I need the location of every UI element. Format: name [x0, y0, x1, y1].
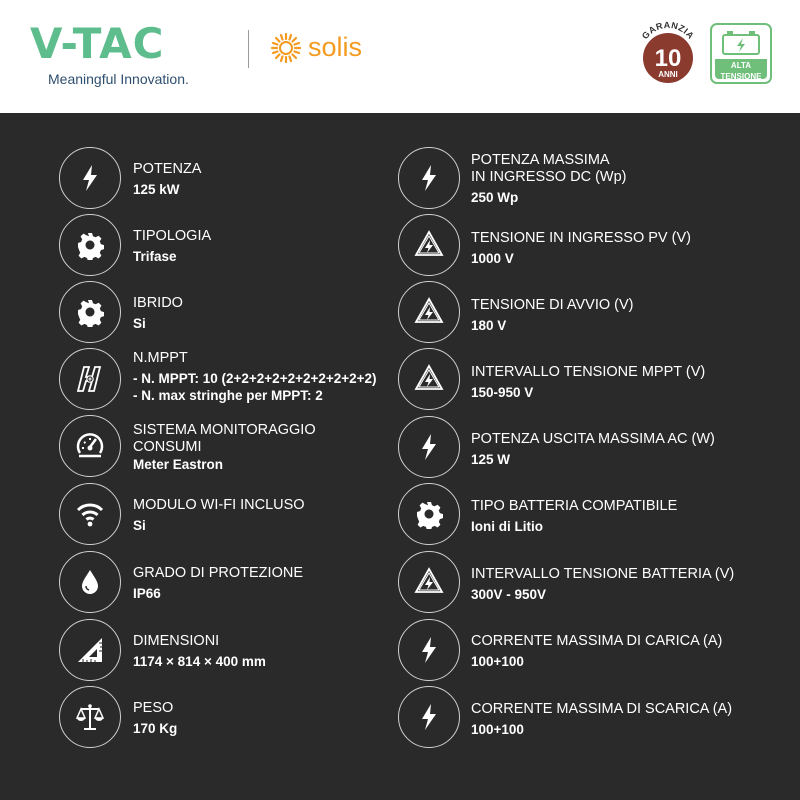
spec-label-2: CONSUMI — [133, 439, 202, 455]
wifi-icon — [75, 499, 105, 529]
sun-icon — [270, 32, 302, 64]
spec-text-corrente-scarica — [471, 701, 732, 738]
lightning-icon — [414, 635, 444, 665]
spec-value: 100+100 — [471, 722, 524, 737]
alta-line1: ALTA — [730, 61, 752, 70]
lightning-icon — [414, 432, 444, 462]
high-voltage-icon — [414, 297, 444, 327]
brand-name: V-TAC — [30, 19, 165, 68]
spec-value: 300V - 950V — [471, 587, 547, 602]
gear-icon — [75, 297, 105, 327]
spec-value: IP66 — [133, 586, 161, 601]
spec-label: POTENZA — [133, 161, 202, 177]
spec-text-ibrido — [133, 295, 183, 332]
spec-text-potenza — [133, 161, 201, 198]
lightning-icon — [414, 163, 444, 193]
icon-circle — [398, 483, 460, 545]
spec-text-monitoraggio — [133, 422, 316, 473]
spec-label: DIMENSIONI — [133, 633, 220, 649]
scale-icon — [75, 702, 105, 732]
spec-text-tensione-batteria — [471, 566, 734, 603]
lightning-icon — [414, 702, 444, 732]
spec-text-mppt — [133, 350, 377, 404]
spec-value: 125 kW — [133, 182, 180, 197]
spec-value: - N. MPPT: 10 (2+2+2+2+2+2+2+2+2+2) — [133, 371, 377, 386]
spec-text-corrente-carica — [471, 633, 722, 670]
warranty-top-text: GARANZIA — [639, 19, 697, 42]
spec-panel — [0, 113, 800, 800]
icon-circle — [398, 147, 460, 209]
spec-text-tipologia — [133, 228, 211, 265]
warranty-unit: ANNI — [658, 70, 678, 79]
spec-value: 125 W — [471, 452, 511, 467]
meter-icon — [75, 431, 105, 461]
gear-icon — [414, 499, 444, 529]
spec-label: GRADO DI PROTEZIONE — [133, 565, 303, 581]
spec-label: TENSIONE DI AVVIO (V) — [471, 297, 634, 313]
spec-text-intervallo-mppt — [471, 364, 705, 401]
spec-text-wifi — [133, 497, 305, 534]
spec-label: CORRENTE MASSIMA DI CARICA (A) — [471, 633, 723, 649]
high-voltage-icon — [414, 230, 444, 260]
spec-text-tensione-avvio — [471, 297, 633, 334]
water-drop-icon — [75, 567, 105, 597]
spec-label: N.MPPT — [133, 350, 188, 366]
icon-circle — [398, 686, 460, 748]
spec-label: INTERVALLO TENSIONE MPPT (V) — [471, 364, 706, 380]
solis-logo — [270, 32, 363, 64]
spec-value: 1174 × 814 × 400 mm — [133, 654, 266, 669]
icon-circle — [59, 619, 121, 681]
spec-text-peso — [133, 700, 177, 737]
gear-icon — [75, 230, 105, 260]
spec-label: IBRIDO — [133, 295, 183, 311]
partner-name: solis — [308, 32, 363, 62]
spec-label: POTENZA USCITA MASSIMA AC (W) — [471, 431, 715, 447]
spec-text-dimensioni — [133, 633, 266, 670]
spec-text-batteria — [471, 498, 677, 535]
icon-circle — [59, 686, 121, 748]
icon-circle — [59, 147, 121, 209]
icon-circle — [59, 415, 121, 477]
vtac-logo — [30, 20, 164, 68]
spec-label: INTERVALLO TENSIONE BATTERIA (V) — [471, 566, 735, 582]
icon-circle — [398, 348, 460, 410]
spec-label: CORRENTE MASSIMA DI SCARICA (A) — [471, 701, 733, 717]
spec-value: Meter Eastron — [133, 457, 224, 472]
spec-text-protezione — [133, 565, 303, 602]
spec-label: POTENZA MASSIMA — [471, 152, 610, 168]
icon-circle — [398, 416, 460, 478]
spec-value: Si — [133, 518, 146, 533]
set-square-icon — [75, 635, 105, 665]
spec-value: Si — [133, 316, 146, 331]
logo-divider — [248, 30, 249, 68]
spec-text-potenza-dc — [471, 152, 626, 206]
spec-value: 170 Kg — [133, 721, 178, 736]
spec-value: 150-950 V — [471, 385, 534, 400]
spec-text-tensione-pv — [471, 230, 691, 267]
spec-value: 250 Wp — [471, 190, 519, 205]
high-voltage-icon — [414, 567, 444, 597]
spec-label: TENSIONE IN INGRESSO PV (V) — [471, 230, 691, 246]
header — [0, 0, 800, 113]
icon-circle — [398, 214, 460, 276]
spec-label: TIPO BATTERIA COMPATIBILE — [471, 498, 678, 514]
spec-value: Trifase — [133, 249, 177, 264]
icon-circle — [398, 551, 460, 613]
brand-tagline: Meaningful Innovation. — [48, 71, 189, 87]
high-voltage-icon — [414, 364, 444, 394]
high-voltage-label — [715, 59, 767, 79]
spec-value: 100+100 — [471, 654, 524, 669]
icon-circle — [59, 281, 121, 343]
icon-circle — [59, 551, 121, 613]
battery-icon — [721, 30, 761, 56]
warranty-badge — [632, 18, 704, 90]
spec-value: 180 V — [471, 318, 507, 333]
spec-label: MODULO WI-FI INCLUSO — [133, 497, 305, 513]
icon-circle — [59, 348, 121, 410]
high-voltage-badge — [710, 23, 772, 84]
spec-label-2: IN INGRESSO DC (Wp) — [471, 169, 627, 185]
spec-value-2: - N. max stringhe per MPPT: 2 — [133, 388, 323, 403]
spec-value: 1000 V — [471, 251, 514, 266]
spec-value: Ioni di Litio — [471, 519, 543, 534]
icon-circle — [59, 483, 121, 545]
mppt-icon — [75, 364, 105, 394]
icon-circle — [59, 214, 121, 276]
spec-text-potenza-ac — [471, 431, 715, 468]
lightning-icon — [75, 163, 105, 193]
spec-label: SISTEMA MONITORAGGIO — [133, 422, 316, 438]
icon-circle — [398, 281, 460, 343]
spec-label: TIPOLOGIA — [133, 228, 212, 244]
spec-label: PESO — [133, 700, 174, 716]
icon-circle — [398, 619, 460, 681]
warranty-years: 10 — [654, 45, 682, 72]
alta-line2: TENSIONE — [720, 72, 762, 81]
